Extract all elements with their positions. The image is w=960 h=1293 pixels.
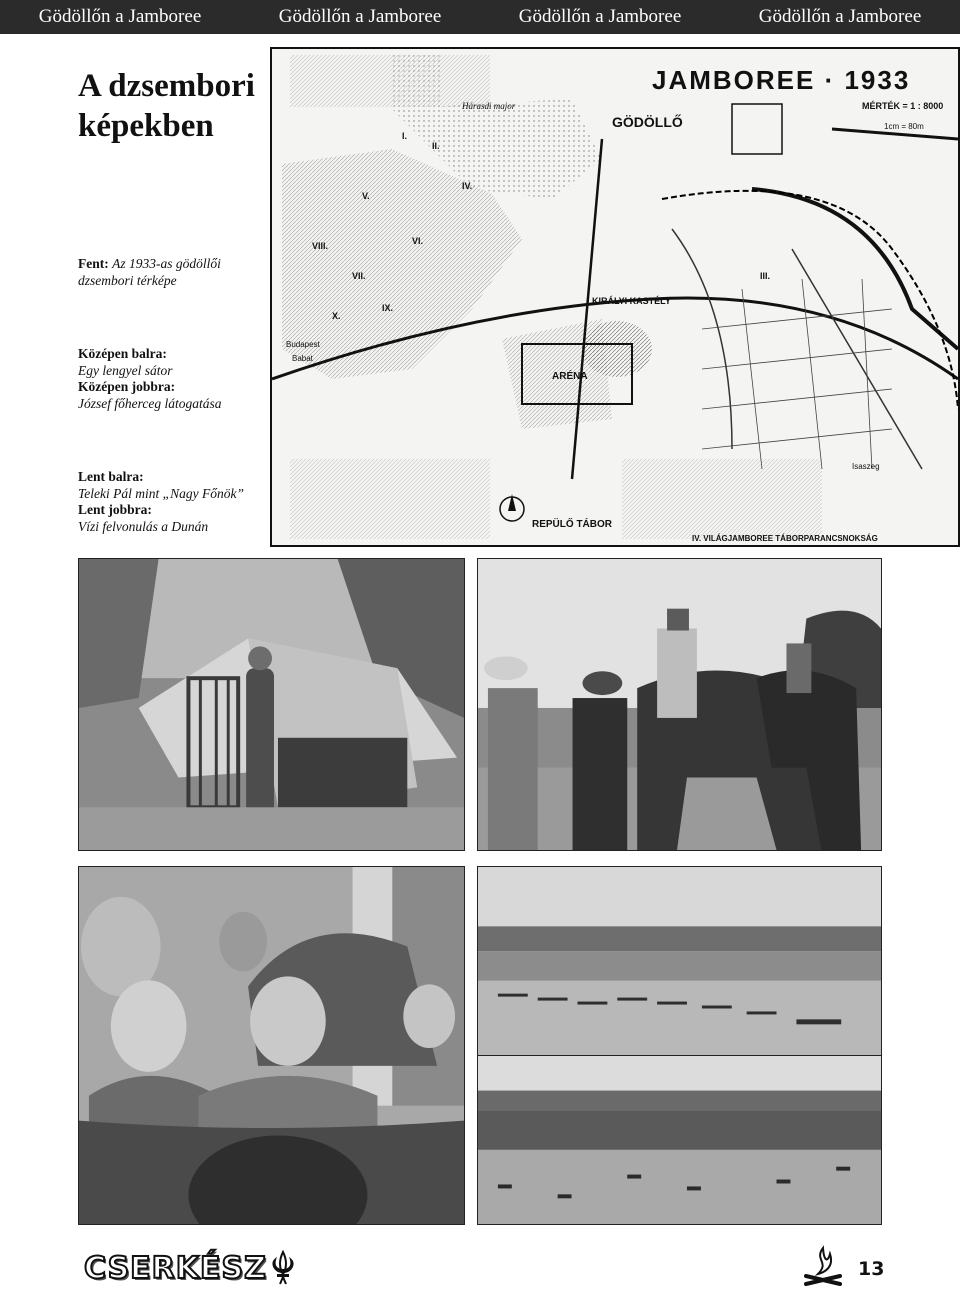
photo-water-parade-2 [477,1055,882,1225]
running-header-item: Gödöllőn a Jamboree [758,6,922,27]
logo-wordmark: CSERKÉSZ [84,1250,267,1286]
cserkesz-logo [84,1243,297,1293]
caption-label: Lent jobbra: [78,502,152,517]
map-place: REPÜLŐ TÁBOR [532,519,612,530]
fleur-de-lis-icon [269,1250,297,1286]
map-place: Budapest [286,340,320,349]
map-drawing [272,49,958,545]
camp-number: II. [432,141,440,151]
camp-number: VIII. [312,241,329,251]
caption-middle [78,346,278,412]
photo-archduke-visit [477,558,882,851]
caption-text: Egy lengyel sátor [78,362,173,378]
map-place: KIRÁLYI KASTÉLY [592,296,671,306]
photo-image [79,867,464,1224]
running-header [0,0,960,34]
map-title: JAMBOREE · 1933 [652,65,911,95]
page-title: A dzsembori képekben [78,68,255,144]
page-number: 13 [858,1258,885,1280]
camp-number: X. [332,311,341,321]
caption-text: Vízi felvonulás a Dunán [78,518,209,534]
jamboree-map [270,47,960,547]
caption-label: Középen balra: [78,346,167,361]
photo-water-parade-1 [477,866,882,1056]
map-place: ARÉNA [552,371,588,382]
photo-image [478,1056,881,1224]
camp-number: IX. [382,303,394,313]
caption-label: Fent: [78,256,109,271]
photo-image [478,867,881,1055]
camp-number: IV. [462,181,473,191]
camp-number: VI. [412,236,424,246]
camp-number: III. [760,271,771,281]
running-header-item: Gödöllőn a Jamboree [518,6,682,27]
camp-number: VII. [352,271,366,281]
caption-map [78,256,278,289]
caption-text: József főherceg látogatása [78,395,222,411]
photo-polish-tent [78,558,465,851]
campfire-icon [800,1244,846,1290]
photo-image [79,559,464,850]
camp-number: V. [362,191,370,201]
caption-bottom [78,469,278,535]
caption-label: Középen jobbra: [78,379,176,394]
map-place: Hárasdi major [462,101,516,111]
map-scale-sub: 1cm = 80m [884,122,924,131]
map-place: IV. VILÁGJAMBOREE TÁBORPARANCSNOKSÁG [692,534,878,543]
running-header-item: Gödöllőn a Jamboree [278,6,442,27]
caption-label: Lent balra: [78,469,144,484]
map-town-label: GÖDÖLLŐ [612,114,683,130]
map-scale: MÉRTÉK = 1 : 8000 [862,101,944,111]
running-header-item: Gödöllőn a Jamboree [38,6,202,27]
camp-number: I. [402,131,408,141]
caption-text: Az 1933-as gödöllői dzsembori térképe [78,256,221,288]
caption-text: Teleki Pál mint „Nagy Főnök” [78,485,244,501]
map-legend-top [290,55,490,107]
photo-image [478,559,881,850]
map-place: Babat [292,354,313,363]
photo-teleki-pal [78,866,465,1225]
map-place: Isaszeg [852,462,880,471]
